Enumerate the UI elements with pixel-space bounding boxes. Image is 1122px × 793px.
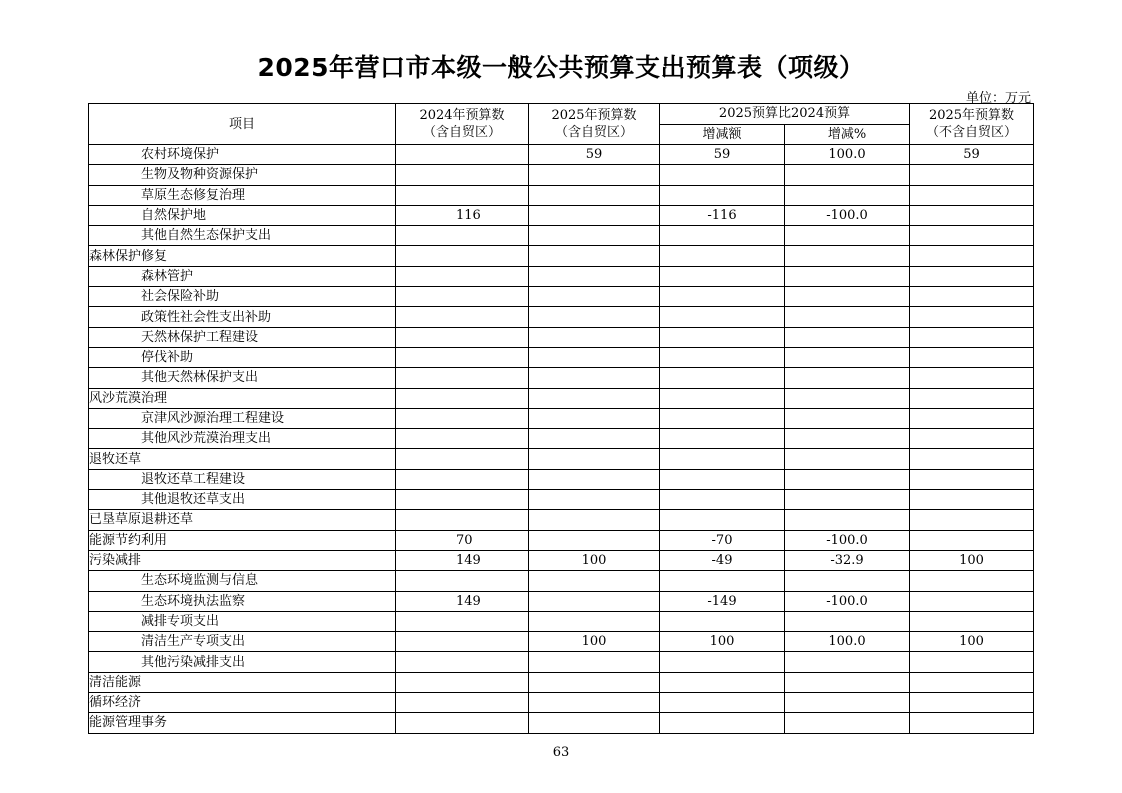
table-row bbox=[89, 408, 1034, 428]
cell-pct bbox=[785, 611, 910, 631]
table-row bbox=[89, 266, 1034, 286]
cell-budget-2025 bbox=[529, 226, 660, 246]
cell-budget-2025-excl: 59 bbox=[910, 145, 1034, 165]
cell-pct bbox=[785, 713, 910, 733]
cell-diff: 100 bbox=[660, 632, 785, 652]
table-row bbox=[89, 429, 1034, 449]
cell-item-name: 清洁生产专项支出 bbox=[89, 632, 396, 652]
cell-pct bbox=[785, 368, 910, 388]
table-row bbox=[89, 226, 1034, 246]
cell-budget-2025-excl bbox=[910, 429, 1034, 449]
cell-pct bbox=[785, 571, 910, 591]
header-budget-2025-line1: 2025年预算数 bbox=[551, 108, 637, 123]
cell-budget-2025-excl: 100 bbox=[910, 632, 1034, 652]
cell-budget-2025 bbox=[529, 165, 660, 185]
cell-budget-2025 bbox=[529, 693, 660, 713]
cell-budget-2025-excl bbox=[910, 510, 1034, 530]
table-row bbox=[89, 591, 1034, 611]
cell-diff: -49 bbox=[660, 550, 785, 570]
table-row bbox=[89, 449, 1034, 469]
cell-diff bbox=[660, 571, 785, 591]
cell-budget-2025-excl bbox=[910, 226, 1034, 246]
table-row bbox=[89, 611, 1034, 631]
cell-pct bbox=[785, 165, 910, 185]
table-row bbox=[89, 368, 1034, 388]
cell-budget-2024 bbox=[396, 611, 529, 631]
table-row bbox=[89, 652, 1034, 672]
cell-budget-2024 bbox=[396, 510, 529, 530]
cell-budget-2025 bbox=[529, 449, 660, 469]
cell-pct bbox=[785, 246, 910, 266]
cell-budget-2025 bbox=[529, 591, 660, 611]
cell-item-name: 生态环境监测与信息 bbox=[89, 571, 396, 591]
cell-budget-2025 bbox=[529, 429, 660, 449]
cell-budget-2024 bbox=[396, 307, 529, 327]
cell-item-name: 自然保护地 bbox=[89, 205, 396, 225]
cell-pct: -100.0 bbox=[785, 205, 910, 225]
cell-budget-2024 bbox=[396, 368, 529, 388]
cell-budget-2024 bbox=[396, 490, 529, 510]
header-diff: 增减额 bbox=[660, 124, 785, 145]
cell-item-name: 能源节约利用 bbox=[89, 530, 396, 550]
header-budget-2025-excl bbox=[910, 104, 1034, 145]
cell-budget-2024 bbox=[396, 287, 529, 307]
cell-diff bbox=[660, 388, 785, 408]
cell-item-name: 其他退牧还草支出 bbox=[89, 490, 396, 510]
table-row bbox=[89, 550, 1034, 570]
unit-label: 单位：万元 bbox=[965, 91, 1031, 106]
cell-budget-2025 bbox=[529, 611, 660, 631]
cell-diff: -116 bbox=[660, 205, 785, 225]
cell-pct: 100.0 bbox=[785, 145, 910, 165]
cell-diff bbox=[660, 307, 785, 327]
cell-pct bbox=[785, 327, 910, 347]
cell-item-name: 退牧还草 bbox=[89, 449, 396, 469]
cell-budget-2025-excl bbox=[910, 165, 1034, 185]
cell-item-name: 已垦草原退耕还草 bbox=[89, 510, 396, 530]
cell-budget-2024: 70 bbox=[396, 530, 529, 550]
page-title: 2025年营口市本级一般公共预算支出预算表（项级） bbox=[257, 53, 865, 82]
cell-budget-2025-excl bbox=[910, 672, 1034, 692]
cell-budget-2025 bbox=[529, 205, 660, 225]
cell-diff bbox=[660, 429, 785, 449]
cell-pct bbox=[785, 185, 910, 205]
cell-diff bbox=[660, 449, 785, 469]
cell-diff bbox=[660, 611, 785, 631]
cell-diff bbox=[660, 713, 785, 733]
cell-budget-2025-excl bbox=[910, 205, 1034, 225]
table-row bbox=[89, 246, 1034, 266]
cell-pct bbox=[785, 469, 910, 489]
cell-budget-2025 bbox=[529, 307, 660, 327]
cell-item-name: 政策性社会性支出补助 bbox=[89, 307, 396, 327]
cell-budget-2025 bbox=[529, 287, 660, 307]
cell-item-name: 生物及物种资源保护 bbox=[89, 165, 396, 185]
cell-item-name: 清洁能源 bbox=[89, 672, 396, 692]
header-budget-2025-excl-line1: 2025年预算数 bbox=[928, 108, 1015, 123]
cell-budget-2025-excl bbox=[910, 408, 1034, 428]
cell-item-name: 森林保护修复 bbox=[89, 246, 396, 266]
cell-budget-2024 bbox=[396, 571, 529, 591]
cell-budget-2025 bbox=[529, 571, 660, 591]
cell-pct bbox=[785, 347, 910, 367]
cell-budget-2024 bbox=[396, 185, 529, 205]
cell-budget-2024 bbox=[396, 347, 529, 367]
cell-budget-2025 bbox=[529, 368, 660, 388]
cell-budget-2025 bbox=[529, 530, 660, 550]
cell-budget-2024 bbox=[396, 672, 529, 692]
table-row bbox=[89, 632, 1034, 652]
cell-diff bbox=[660, 287, 785, 307]
cell-item-name: 天然林保护工程建设 bbox=[89, 327, 396, 347]
cell-diff bbox=[660, 327, 785, 347]
header-budget-2025-line2: （含自贸区） bbox=[554, 125, 633, 140]
cell-budget-2025-excl bbox=[910, 327, 1034, 347]
cell-item-name: 草原生态修复治理 bbox=[89, 185, 396, 205]
cell-pct bbox=[785, 672, 910, 692]
cell-budget-2024 bbox=[396, 429, 529, 449]
cell-budget-2025-excl bbox=[910, 591, 1034, 611]
cell-diff bbox=[660, 185, 785, 205]
cell-budget-2025-excl bbox=[910, 530, 1034, 550]
cell-budget-2025 bbox=[529, 469, 660, 489]
cell-diff bbox=[660, 652, 785, 672]
cell-budget-2024 bbox=[396, 246, 529, 266]
cell-pct bbox=[785, 266, 910, 286]
cell-item-name: 京津风沙源治理工程建设 bbox=[89, 408, 396, 428]
table-row bbox=[89, 571, 1034, 591]
table-row bbox=[89, 672, 1034, 692]
cell-pct bbox=[785, 449, 910, 469]
header-budget-2024-line2: （含自贸区） bbox=[422, 125, 501, 140]
cell-budget-2025 bbox=[529, 266, 660, 286]
cell-item-name: 其他自然生态保护支出 bbox=[89, 226, 396, 246]
cell-item-name: 生态环境执法监察 bbox=[89, 591, 396, 611]
cell-diff bbox=[660, 368, 785, 388]
cell-budget-2025 bbox=[529, 185, 660, 205]
cell-budget-2024: 149 bbox=[396, 591, 529, 611]
cell-item-name: 污染减排 bbox=[89, 550, 396, 570]
page-number: 63 bbox=[552, 745, 570, 760]
cell-budget-2025 bbox=[529, 388, 660, 408]
cell-item-name: 社会保险补助 bbox=[89, 287, 396, 307]
cell-budget-2025-excl bbox=[910, 388, 1034, 408]
cell-pct bbox=[785, 287, 910, 307]
cell-budget-2025 bbox=[529, 246, 660, 266]
cell-item-name: 减排专项支出 bbox=[89, 611, 396, 631]
table-row bbox=[89, 388, 1034, 408]
header-budget-2024-line1: 2024年预算数 bbox=[419, 108, 505, 123]
cell-diff bbox=[660, 266, 785, 286]
cell-pct: -32.9 bbox=[785, 550, 910, 570]
cell-item-name: 风沙荒漠治理 bbox=[89, 388, 396, 408]
cell-diff bbox=[660, 226, 785, 246]
table-row bbox=[89, 490, 1034, 510]
cell-budget-2025-excl: 100 bbox=[910, 550, 1034, 570]
cell-diff bbox=[660, 469, 785, 489]
cell-diff bbox=[660, 246, 785, 266]
cell-budget-2025 bbox=[529, 490, 660, 510]
header-compare: 2025预算比2024预算 bbox=[660, 104, 910, 125]
cell-budget-2024 bbox=[396, 145, 529, 165]
cell-budget-2024: 116 bbox=[396, 205, 529, 225]
cell-budget-2025-excl bbox=[910, 469, 1034, 489]
cell-diff bbox=[660, 490, 785, 510]
cell-pct: -100.0 bbox=[785, 591, 910, 611]
cell-budget-2025 bbox=[529, 408, 660, 428]
cell-item-name: 农村环境保护 bbox=[89, 145, 396, 165]
cell-diff: -70 bbox=[660, 530, 785, 550]
cell-pct bbox=[785, 429, 910, 449]
cell-budget-2025 bbox=[529, 347, 660, 367]
cell-budget-2025-excl bbox=[910, 185, 1034, 205]
cell-budget-2025-excl bbox=[910, 611, 1034, 631]
cell-item-name: 其他天然林保护支出 bbox=[89, 368, 396, 388]
cell-budget-2024 bbox=[396, 449, 529, 469]
cell-budget-2025 bbox=[529, 327, 660, 347]
cell-budget-2025 bbox=[529, 672, 660, 692]
cell-budget-2024 bbox=[396, 226, 529, 246]
cell-item-name: 退牧还草工程建设 bbox=[89, 469, 396, 489]
table-row bbox=[89, 185, 1034, 205]
table-row bbox=[89, 327, 1034, 347]
cell-budget-2024 bbox=[396, 469, 529, 489]
table-row bbox=[89, 510, 1034, 530]
header-pct: 增减% bbox=[785, 124, 910, 145]
table-body bbox=[89, 145, 1034, 734]
cell-pct bbox=[785, 693, 910, 713]
budget-table bbox=[88, 103, 1034, 734]
cell-pct bbox=[785, 226, 910, 246]
cell-budget-2025-excl bbox=[910, 347, 1034, 367]
cell-item-name: 其他污染减排支出 bbox=[89, 652, 396, 672]
cell-pct bbox=[785, 490, 910, 510]
cell-budget-2025-excl bbox=[910, 307, 1034, 327]
cell-budget-2025: 100 bbox=[529, 632, 660, 652]
cell-diff bbox=[660, 510, 785, 530]
cell-budget-2025-excl bbox=[910, 287, 1034, 307]
cell-budget-2025-excl bbox=[910, 266, 1034, 286]
cell-budget-2025-excl bbox=[910, 571, 1034, 591]
cell-budget-2025-excl bbox=[910, 693, 1034, 713]
header-item: 项目 bbox=[89, 104, 396, 145]
cell-diff bbox=[660, 672, 785, 692]
cell-diff: 59 bbox=[660, 145, 785, 165]
table-row bbox=[89, 469, 1034, 489]
table-row bbox=[89, 307, 1034, 327]
cell-budget-2025-excl bbox=[910, 490, 1034, 510]
cell-budget-2024: 149 bbox=[396, 550, 529, 570]
header-budget-2025-excl-line2: （不含自贸区） bbox=[926, 125, 1018, 140]
header-budget-2024 bbox=[396, 104, 529, 145]
cell-pct bbox=[785, 307, 910, 327]
table-row bbox=[89, 145, 1034, 165]
cell-budget-2025-excl bbox=[910, 246, 1034, 266]
cell-pct bbox=[785, 408, 910, 428]
header-budget-2025 bbox=[529, 104, 660, 145]
cell-budget-2025-excl bbox=[910, 368, 1034, 388]
cell-budget-2024 bbox=[396, 327, 529, 347]
cell-budget-2024 bbox=[396, 408, 529, 428]
cell-budget-2024 bbox=[396, 165, 529, 185]
cell-item-name: 其他风沙荒漠治理支出 bbox=[89, 429, 396, 449]
cell-pct bbox=[785, 652, 910, 672]
cell-budget-2025 bbox=[529, 510, 660, 530]
table-row bbox=[89, 693, 1034, 713]
table-row bbox=[89, 347, 1034, 367]
cell-item-name: 能源管理事务 bbox=[89, 713, 396, 733]
cell-budget-2025: 100 bbox=[529, 550, 660, 570]
cell-budget-2024 bbox=[396, 266, 529, 286]
cell-pct: -100.0 bbox=[785, 530, 910, 550]
cell-budget-2024 bbox=[396, 388, 529, 408]
cell-item-name: 森林管护 bbox=[89, 266, 396, 286]
cell-budget-2024 bbox=[396, 652, 529, 672]
cell-budget-2025 bbox=[529, 652, 660, 672]
cell-diff bbox=[660, 408, 785, 428]
cell-budget-2024 bbox=[396, 632, 529, 652]
cell-item-name: 循环经济 bbox=[89, 693, 396, 713]
cell-pct bbox=[785, 388, 910, 408]
table-row bbox=[89, 205, 1034, 225]
cell-budget-2025-excl bbox=[910, 652, 1034, 672]
cell-budget-2024 bbox=[396, 713, 529, 733]
cell-budget-2025 bbox=[529, 713, 660, 733]
cell-item-name: 停伐补助 bbox=[89, 347, 396, 367]
cell-budget-2025-excl bbox=[910, 713, 1034, 733]
cell-budget-2025: 59 bbox=[529, 145, 660, 165]
table-row bbox=[89, 287, 1034, 307]
cell-diff bbox=[660, 165, 785, 185]
cell-diff: -149 bbox=[660, 591, 785, 611]
table-row bbox=[89, 530, 1034, 550]
cell-pct bbox=[785, 510, 910, 530]
cell-budget-2025-excl bbox=[910, 449, 1034, 469]
cell-pct: 100.0 bbox=[785, 632, 910, 652]
table-row bbox=[89, 165, 1034, 185]
table-row bbox=[89, 713, 1034, 733]
cell-diff bbox=[660, 347, 785, 367]
cell-diff bbox=[660, 693, 785, 713]
cell-budget-2024 bbox=[396, 693, 529, 713]
